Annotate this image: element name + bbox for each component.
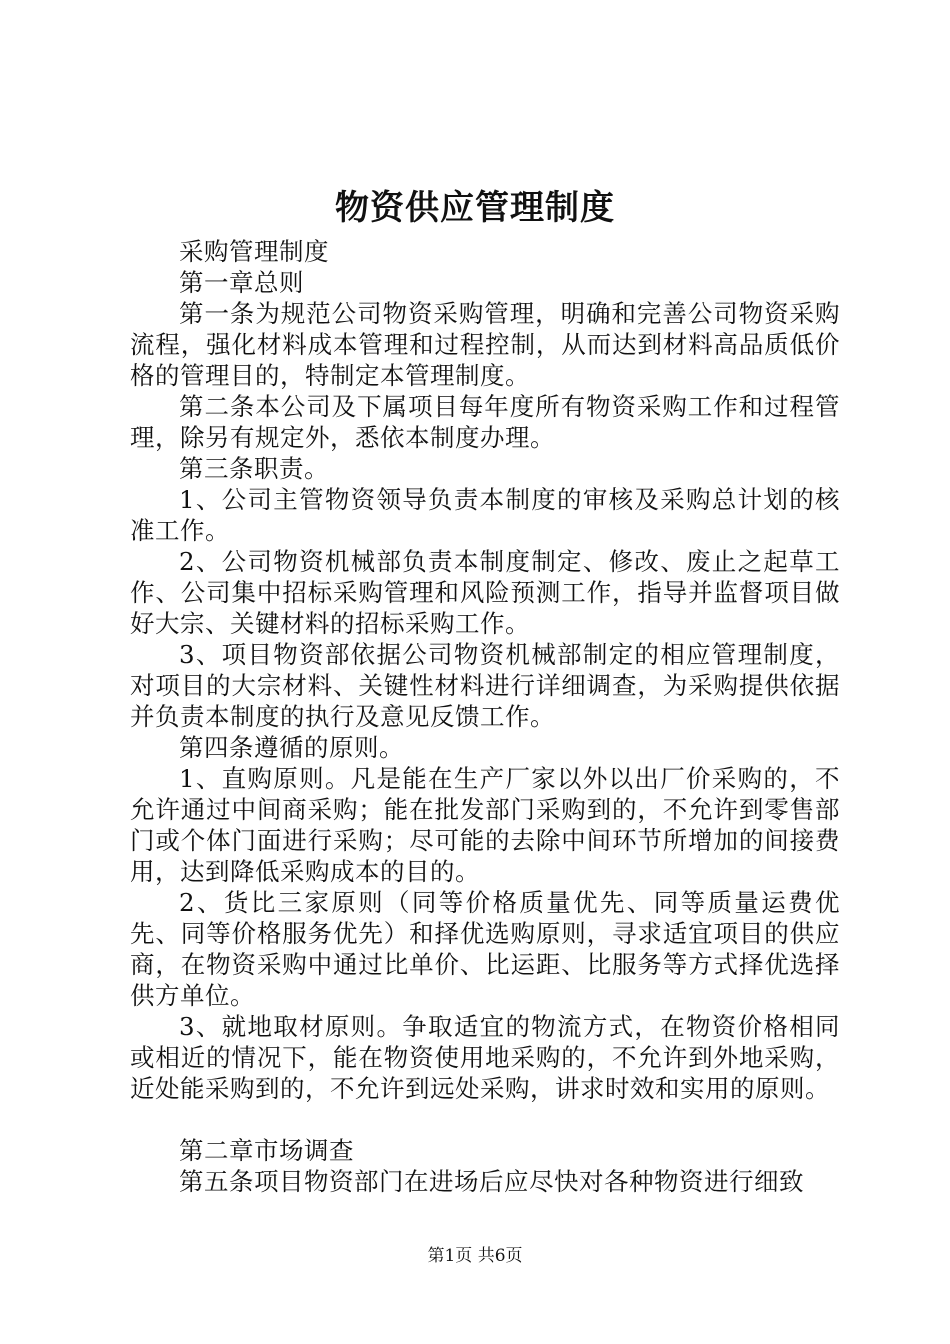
- paragraph-article-4-item-3: 3、就地取材原则。争取适宜的物流方式，在物资价格相同或相近的情况下，能在物资使用地采购的，不允许到外地采购，近处能采购到的，不允许到远处采购，讲求时效和实用的原则。: [130, 1012, 840, 1103]
- page-number-footer: 第1页 共6页: [427, 1246, 523, 1266]
- paragraph-article-2: 第二条本公司及下属项目每年度所有物资采购工作和过程管理，除另有规定外，悉依本制度办理。: [130, 392, 840, 452]
- paragraph-article-4-item-1: 1、直购原则。凡是能在生产厂家以外以出厂价采购的，不允许通过中间商采购；能在批发部门采购到的，不允许到零售部门或个体门面进行采购；尽可能的去除中间环节所增加的间接费用，达到降低采购成本的目的。: [130, 764, 840, 886]
- paragraph-article-5: 第五条项目物资部门在进场后应尽快对各种物资进行细致: [179, 1167, 804, 1196]
- paragraph-article-3-item-1: 1、公司主管物资领导负责本制度的审核及采购总计划的核准工作。: [130, 485, 840, 545]
- paragraph-section-heading: 采购管理制度: [179, 237, 329, 266]
- paragraph-chapter-2-heading: 第二章市场调查: [179, 1136, 354, 1165]
- paragraph-article-3-item-3: 3、项目物资部依据公司物资机械部制定的相应管理制度，对项目的大宗材料、关键性材料进行详细调查，为采购提供依据并负责本制度的执行及意见反馈工作。: [130, 640, 840, 731]
- document-title: 物资供应管理制度: [335, 188, 615, 228]
- paragraph-article-3: 第三条职责。: [179, 454, 329, 483]
- document-body: [130, 236, 840, 1197]
- paragraph-article-4-item-2: 2、货比三家原则（同等价格质量优先、同等质量运费优先、同等价格服务优先）和择优选购原则，寻求适宜项目的供应商，在物资采购中通过比单价、比运距、比服务等方式择优选择供方单位。: [130, 888, 840, 1010]
- paragraph-article-3-item-2: 2、公司物资机械部负责本制度制定、修改、废止之起草工作、公司集中招标采购管理和风险预测工作，指导并监督项目做好大宗、关键材料的招标采购工作。: [130, 547, 840, 638]
- paragraph-article-4: 第四条遵循的原则。: [179, 733, 404, 762]
- paragraph-chapter-1-heading: 第一章总则: [179, 268, 304, 297]
- paragraph-article-1: 第一条为规范公司物资采购管理，明确和完善公司物资采购流程，强化材料成本管理和过程控制，从而达到材料高品质低价格的管理目的，特制定本管理制度。: [130, 299, 840, 390]
